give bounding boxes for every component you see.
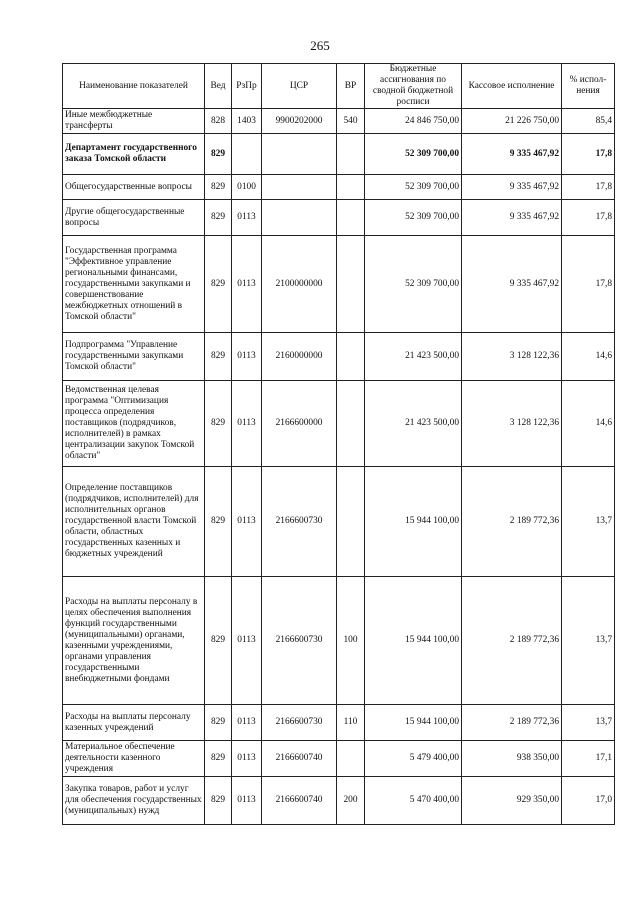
cell-ved: 829 [205,705,232,741]
page-number: 265 [310,38,330,53]
cell-ved: 829 [205,175,232,200]
table-row [63,333,615,381]
table-row [63,741,615,777]
cell-csr: 2166600000 [262,381,337,467]
cell-ved: 829 [205,333,232,381]
cell-ved: 829 [205,236,232,333]
cell-rzpr: 0113 [232,200,262,236]
cell-budget: 15 944 100,00 [365,577,462,705]
cell-vr: 200 [337,777,365,825]
cell-rzpr: 0113 [232,705,262,741]
cell-budget: 52 309 700,00 [365,175,462,200]
cell-name: Расходы на выплаты персоналу в целях обеспечения выполнения функций государственными (муниципальными) органами, казенными учреждениями, органами управления государственными внебюджетными фондами [63,577,205,705]
cell-budget: 15 944 100,00 [365,705,462,741]
cell-name: Закупка товаров, работ и услуг для обеспечения государственных (муниципальных) нужд [63,777,205,825]
cell-budget: 21 423 500,00 [365,333,462,381]
cell-csr: 2166600730 [262,467,337,577]
cell-ved: 828 [205,109,232,134]
cell-vr [337,236,365,333]
cell-csr [262,175,337,200]
table-header-row [63,64,615,109]
cell-name: Общегосударственные вопросы [63,175,205,200]
table-row [63,705,615,741]
cell-csr [262,200,337,236]
cell-cash: 9 335 467,92 [462,236,562,333]
cell-cash: 3 128 122,36 [462,333,562,381]
cell-ved: 829 [205,381,232,467]
cell-budget: 5 479 400,00 [365,741,462,777]
cell-pct: 17,1 [562,741,615,777]
cell-ved: 829 [205,467,232,577]
cell-pct: 17,8 [562,236,615,333]
cell-name: Департамент государственного заказа Томской области [63,134,205,175]
cell-vr: 540 [337,109,365,134]
header-cash: Кассовое исполнение [462,64,562,109]
table-row [63,109,615,134]
cell-pct: 13,7 [562,467,615,577]
cell-csr: 2160000000 [262,333,337,381]
cell-pct: 17,8 [562,175,615,200]
cell-vr [337,134,365,175]
cell-ved: 829 [205,577,232,705]
cell-cash: 9 335 467,92 [462,200,562,236]
cell-name: Иные межбюджетные трансферты [63,109,205,134]
cell-rzpr: 0113 [232,381,262,467]
table-row [63,467,615,577]
cell-cash: 2 189 772,36 [462,577,562,705]
cell-budget: 24 846 750,00 [365,109,462,134]
cell-pct: 17,8 [562,134,615,175]
header-name: Наименование показателей [63,64,205,109]
cell-rzpr: 0113 [232,333,262,381]
cell-vr [337,200,365,236]
cell-budget: 15 944 100,00 [365,467,462,577]
cell-name: Подпрограмма "Управление государственными закупками Томской области" [63,333,205,381]
cell-budget: 52 309 700,00 [365,134,462,175]
header-pct: % испол-нения [562,64,615,109]
cell-budget: 5 470 400,00 [365,777,462,825]
cell-rzpr: 0113 [232,236,262,333]
cell-csr: 2166600740 [262,741,337,777]
cell-ved: 829 [205,741,232,777]
cell-budget: 52 309 700,00 [365,236,462,333]
cell-name: Другие общегосударственные вопросы [63,200,205,236]
header-rzpr: РзПр [232,64,262,109]
cell-csr [262,134,337,175]
cell-rzpr: 1403 [232,109,262,134]
cell-pct: 13,7 [562,705,615,741]
cell-csr: 2166600740 [262,777,337,825]
cell-vr [337,333,365,381]
table-row [63,200,615,236]
cell-cash: 3 128 122,36 [462,381,562,467]
table-row [63,236,615,333]
cell-cash: 929 350,00 [462,777,562,825]
cell-pct: 14,6 [562,333,615,381]
cell-rzpr: 0113 [232,777,262,825]
header-vr: ВР [337,64,365,109]
header-ved: Вед [205,64,232,109]
cell-vr [337,381,365,467]
header-budget: Бюджетные ассигнования по сводной бюджетной росписи [365,64,462,109]
cell-rzpr: 0113 [232,741,262,777]
cell-pct: 17,0 [562,777,615,825]
cell-name: Государственная программа "Эффективное управление региональными финансами, государственными закупками и совершенствование межбюджетных отношений в Томской области" [63,236,205,333]
cell-rzpr: 0113 [232,467,262,577]
budget-execution-table [62,63,615,825]
table-row [63,777,615,825]
header-csr: ЦСР [262,64,337,109]
cell-vr: 110 [337,705,365,741]
cell-rzpr: 0113 [232,577,262,705]
cell-ved: 829 [205,134,232,175]
cell-pct: 14,6 [562,381,615,467]
table-row [63,381,615,467]
cell-cash: 2 189 772,36 [462,467,562,577]
cell-name: Расходы на выплаты персоналу казенных учреждений [63,705,205,741]
cell-vr [337,175,365,200]
table-row [63,175,615,200]
cell-csr: 2166600730 [262,705,337,741]
cell-pct: 13,7 [562,577,615,705]
cell-rzpr: 0100 [232,175,262,200]
cell-cash: 9 335 467,92 [462,134,562,175]
cell-vr [337,741,365,777]
cell-ved: 829 [205,200,232,236]
table-row [63,134,615,175]
cell-budget: 52 309 700,00 [365,200,462,236]
cell-name: Ведомственная целевая программа "Оптимизация процесса определения поставщиков (подрядчиков, исполнителей) в рамках централизации закупок Томской области" [63,381,205,467]
cell-cash: 2 189 772,36 [462,705,562,741]
table-row [63,577,615,705]
cell-csr: 9900202000 [262,109,337,134]
cell-cash: 21 226 750,00 [462,109,562,134]
cell-pct: 85,4 [562,109,615,134]
cell-csr: 2100000000 [262,236,337,333]
cell-vr [337,467,365,577]
cell-csr: 2166600730 [262,577,337,705]
cell-cash: 9 335 467,92 [462,175,562,200]
cell-pct: 17,8 [562,200,615,236]
cell-vr: 100 [337,577,365,705]
cell-rzpr [232,134,262,175]
cell-budget: 21 423 500,00 [365,381,462,467]
cell-name: Определение поставщиков (подрядчиков, исполнителей) для исполнительных органов государственной власти Томской области, областных государственных казенных и бюджетных учреждений [63,467,205,577]
cell-name: Материальное обеспечение деятельности казенного учреждения [63,741,205,777]
cell-cash: 938 350,00 [462,741,562,777]
cell-ved: 829 [205,777,232,825]
